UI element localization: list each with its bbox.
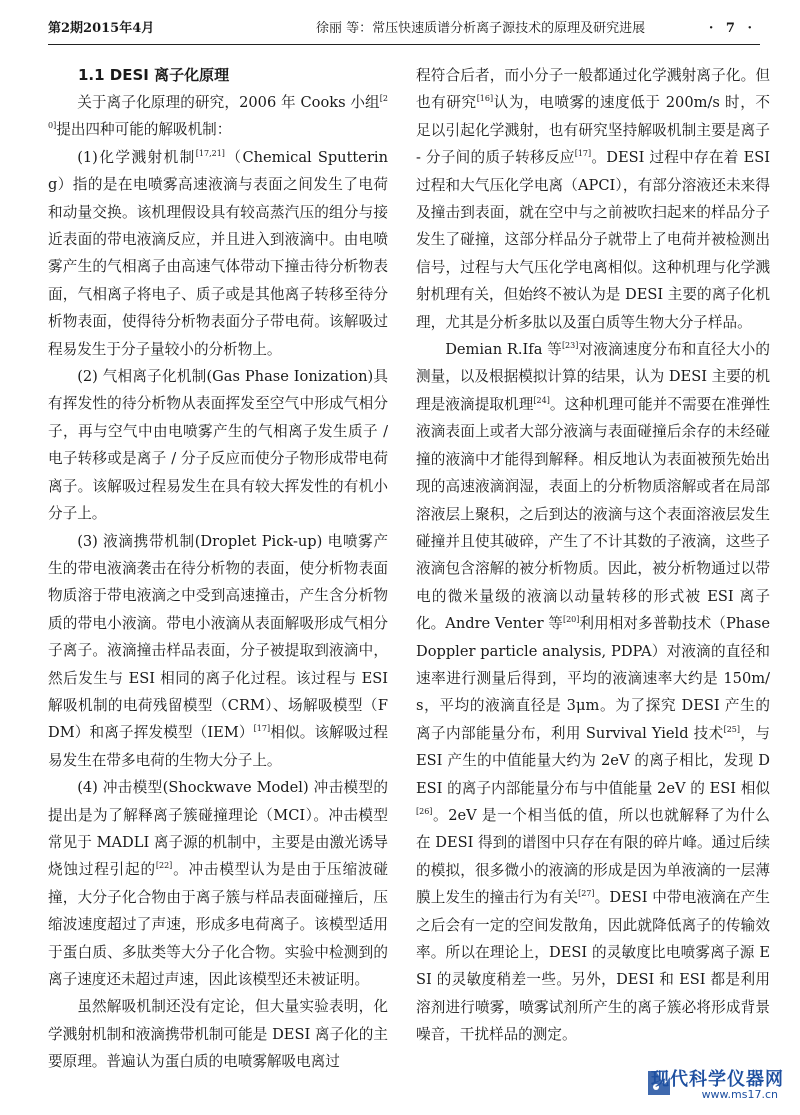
citation: [23] (561, 341, 579, 351)
text-run: (3) 液滴携带机制(Droplet Pick-up) 电喷雾产生的带电液滴袭击在待分析物的表面，使分析物表面物质溶于带电液滴之中受到高速撞击，产生含分析物质的带电小液滴。带电小液滴从表面解吸形成气相分子离子。液滴撞击样品表面，分子被提取到液滴中，然后发生与 ESI 相同的离子化过程。该过程与 ESI 解吸机制的电荷残留模型（CRM）、场解吸模型（FDM）和离子挥发模型（IEM） (48, 532, 388, 742)
left-column (48, 62, 388, 1076)
text-run: (4) 冲击模型(Shockwave Model) 冲击模型的提出是为了解释离子簇碰撞理论（MCI）。冲击模型常见于 MADLI 离子源的机制中，主要是由激光诱导烧蚀过程引起的 (48, 779, 388, 879)
citation: [20] (562, 615, 580, 625)
citation: [20] (48, 94, 388, 131)
text-run: 。DESI 中带电液滴在产生之后会有一定的空间发散角，因此就降低离子的传输效率。所以在理论上，DESI 的灵敏度比电喷雾离子源 ESI 的灵敏度稍差一些。另外，DESI 和 ESI 都是利用溶剂进行喷雾，喷雾试剂所产生的离子簇必将形成背景噪音，干扰样品的测定。 (416, 889, 770, 1044)
citation: [24] (533, 396, 550, 406)
citation: [16] (476, 94, 494, 104)
paragraph-r1 (416, 62, 770, 336)
text-run: Demian R.Ifa 等 (445, 341, 562, 359)
right-column-body (416, 62, 770, 1049)
text-run: （Chemical Sputtering）指的是在电喷雾高速液滴与表面之间发生了电荷和动量交换。该机理假设具有较高蒸汽压的组分与接近表面的带电液滴反应，并且进入到液滴中。由电喷雾产生的气相离子由高速气体带动下撞击待分析物表面，气相离子将电子、质子或是其他离子转移至待分析物表面，使得待分析物表面分子带电荷。该解吸过程易发生于分子量较小的分析物上。 (48, 148, 388, 358)
citation: [27] (578, 889, 595, 899)
text-run: 虽然解吸机制还没有定论，但大量实验表明，化学溅射机制和液滴携带机制可能是 DESI 离子化的主要原理。普遍认为蛋白质的电喷雾解吸电离过 (48, 998, 388, 1071)
site-watermark (644, 1063, 790, 1105)
citation: [17] (253, 724, 271, 734)
running-title: 徐丽 等：常压快速质谱分析离子源技术的原理及研究进展 (316, 21, 646, 36)
paragraph-p3 (48, 363, 388, 527)
issue-label: 第2期2015年4月 (48, 21, 155, 36)
left-column-body (48, 89, 388, 1076)
citation: [22] (155, 861, 173, 871)
citation: [17] (574, 149, 592, 159)
text-run: (1)化学溅射机制 (77, 148, 196, 166)
text-run: 。DESI 过程中存在着 ESI 过程和大气压化学电离（APCI），有部分溶液还未来得及撞击到表面，就在空中与之前被吹扫起来的样品分子发生了碰撞，这部分样品分子就带上了电荷并被检测出信号，过程与大气压化学电离相似。这种机理与化学溅射机理有关，但始终不被认为是 DESI 主要的离子化机理，尤其是分析多肽以及蛋白质等生物大分子样品。 (416, 149, 770, 331)
text-run: 提出四种可能的解吸机制： (56, 121, 232, 139)
text-run: 对液滴速度分布和直径大小的测量，以及根据模拟计算的结果，认为 DESI 主要的机理是液滴提取机理 (416, 341, 770, 413)
paragraph-p4 (48, 528, 388, 775)
text-run: ，与 ESI 产生的中值能量大约为 2eV 的离子相比，发现 DESI 的离子内部能量分布与中值能量 2eV 的 ESI 相似 (416, 724, 770, 797)
paragraph-p2 (48, 144, 388, 363)
watermark-title: 现代科学仪器网 (651, 1069, 784, 1090)
section-heading: 1.1 DESI 离子化原理 (78, 66, 230, 84)
text-run: 利用相对多普勒技术（Phase Doppler particle analysis, PDPA）对液滴的直径和速率进行测量后得到，平均的液滴速率大约是 150m/s，平均的液滴直径是 3μm。为了探究 DESI 产生的离子内部能量分布，利用 Survival Yield 技术 (416, 615, 770, 742)
running-header (48, 14, 760, 45)
text-run: (2) 气相离子化机制(Gas Phase Ionization)具有挥发性的待分析物从表面挥发至空气中形成气相分子，再与空气中由电喷雾产生的气相离子发生质子 / 电子转移或是离子 / 分子反应而使分子物形成带电荷离子。该解吸过程易发生在具有较大挥发性的有机小分子上。 (48, 368, 388, 523)
text-run: 。这种机理可能并不需要在准弹性液滴表面上或者大部分液滴与表面碰撞后余存的未经碰撞的液滴中才能得到解释。相反地认为表面被预先始出现的高速液滴润湿，表面上的分析物质溶解或者在局部溶液层上聚积，之后到达的液滴与这个表面溶液层发生碰撞并且使其破碎，产生了不计其数的子液滴，这些子液滴包含溶解的被分析物质。因此，被分析物通过以带电的微米量级的液滴以动量转移的形式被 ESI 离子化。Andre Venter 等 (416, 395, 770, 633)
citation: [26] (416, 807, 433, 817)
text-run: 关于离子化原理的研究，2006 年 Cooks 小组 (77, 94, 380, 111)
text-run: 认为，电喷雾的速度低于 200m/s 时，不足以引起化学溅射，也有研究坚持解吸机制主要是离子 - 分子间的质子转移反应 (416, 94, 770, 167)
text-run: 。冲击模型认为是由于压缩波碰撞，大分子化合物由于离子簇与样品表面碰撞后，压缩波速度超过了声速，形成多电荷离子。该模型适用于蛋白质、多肽类等大分子化合物。实验中检测到的离子速度还未超过声速，因此该模型还未被证明。 (48, 861, 388, 988)
citation: [25] (723, 724, 740, 734)
paragraph-p5 (48, 774, 388, 993)
text-run: 相似。该解吸过程易发生在带多电荷的生物大分子上。 (48, 724, 388, 769)
paragraph-p1 (48, 89, 388, 144)
right-column (416, 62, 770, 1049)
text-run: 程符合后者，而小分子一般都通过化学溅射离子化。但也有研究 (416, 67, 770, 112)
paragraph-p6 (48, 993, 388, 1075)
watermark-url: www.ms17.cn (701, 1088, 778, 1101)
citation: [17,21] (195, 148, 225, 158)
paragraph-r2 (416, 336, 770, 1049)
text-run: 。2eV 是一个相当低的值，所以也就解释了为什么在 DESI 得到的谱图中只存在有限的碎片峰。通过后续的模拟，很多微小的液滴的形成是因为单液滴的一层薄膜上发生的撞击行为有关 (416, 806, 770, 907)
page-number: · 7 · (708, 21, 756, 36)
